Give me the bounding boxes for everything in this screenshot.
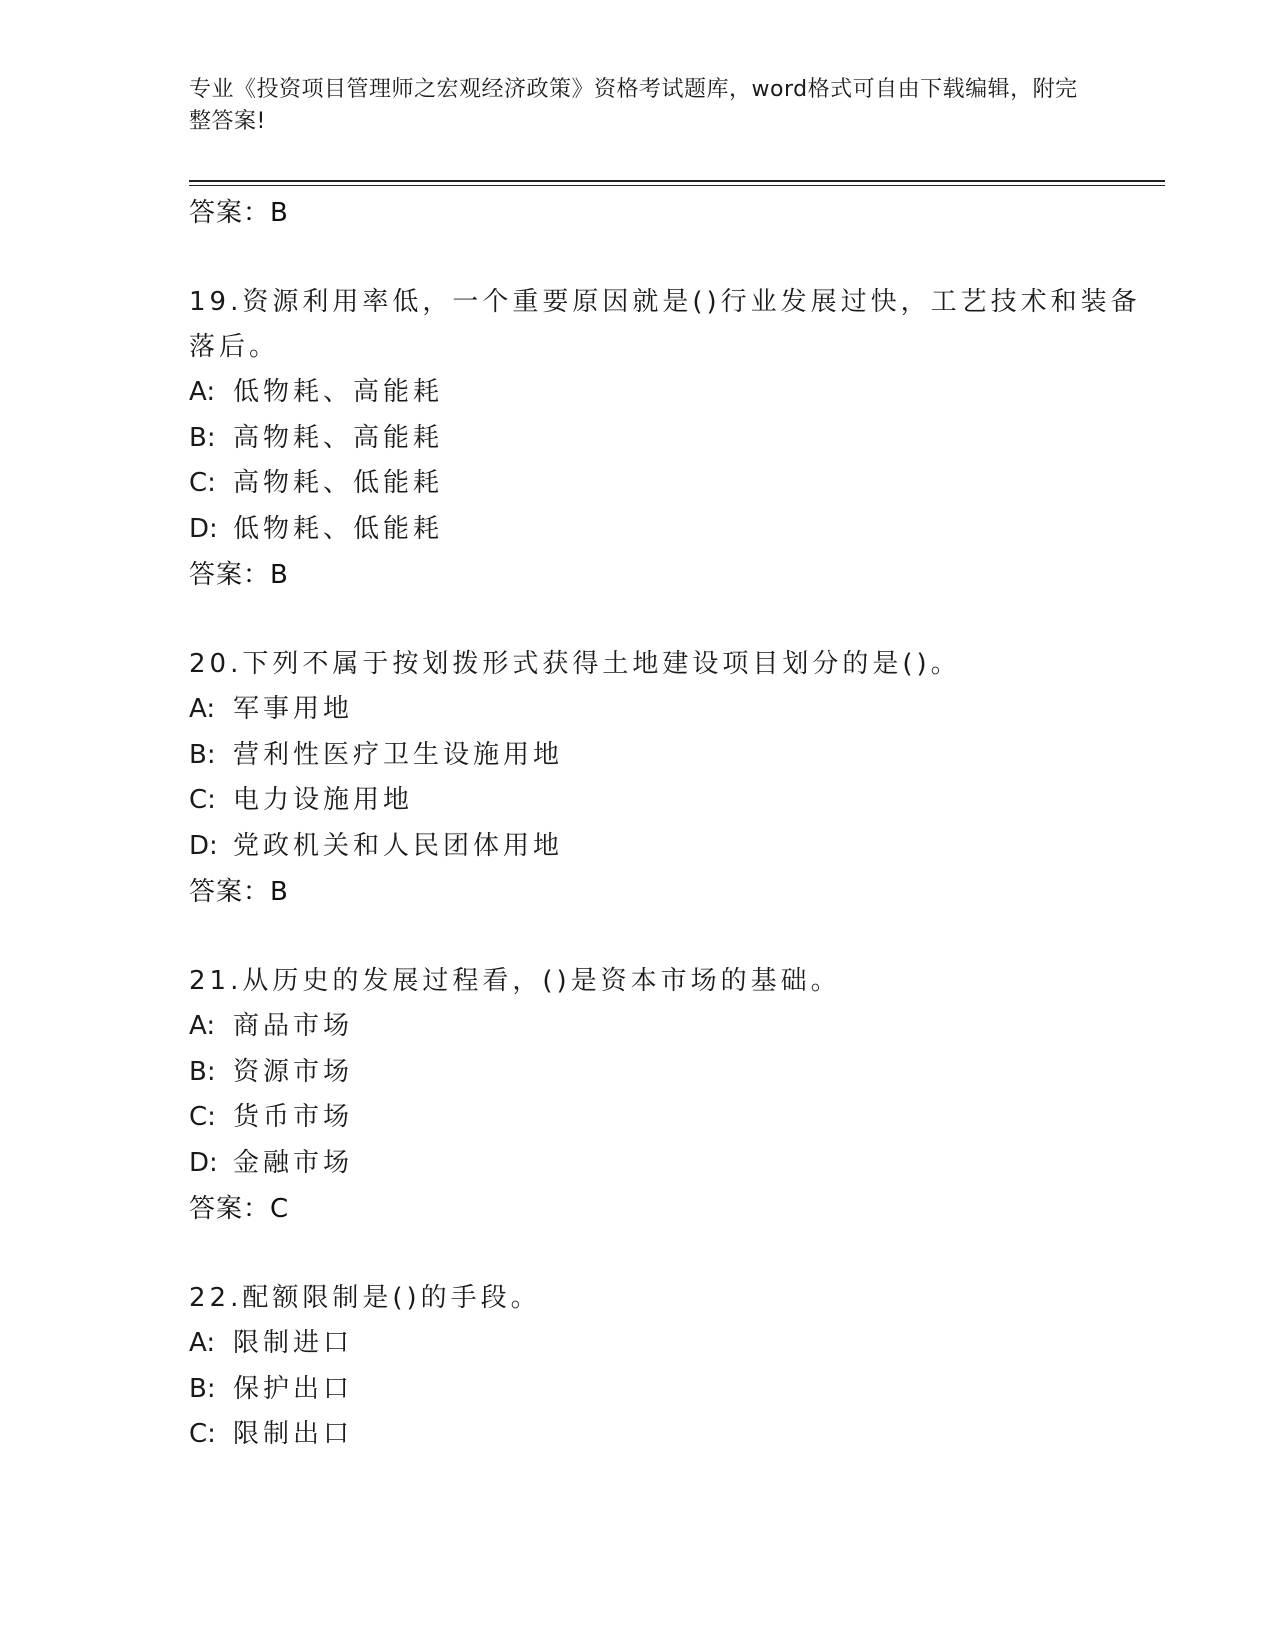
option-b: [189, 416, 1149, 462]
option-text: 保护出口: [233, 1373, 354, 1404]
option-b: [189, 733, 1149, 779]
option-text: 低物耗、高能耗: [233, 377, 444, 407]
question-stem: 19.资源利用率低，一个重要原因就是()行业发展过快，工艺技术和装备落后。: [189, 287, 1141, 362]
option-a: [189, 687, 1149, 733]
document-header: 专业《投资项目管理师之宏观经济政策》资格考试题库，word格式可自由下载编辑，附完整答案!: [189, 77, 1078, 134]
option-key: C:: [189, 468, 216, 498]
option-key: B:: [189, 1056, 216, 1087]
answer-label: 答案：C: [189, 1194, 290, 1224]
option-key: C:: [189, 785, 216, 815]
answer-label: 答案：B: [189, 877, 289, 907]
question-block: [189, 280, 1149, 598]
option-text: 低物耗、低能耗: [233, 513, 444, 544]
option-key: B:: [189, 1373, 216, 1404]
option-c: [189, 778, 1149, 824]
option-c: [189, 1095, 1149, 1141]
document-body: [189, 190, 1149, 1458]
option-text: 限制出口: [233, 1419, 354, 1449]
option-key: A:: [189, 1328, 216, 1358]
option-key: B:: [189, 422, 216, 453]
option-text: 军事用地: [233, 694, 354, 724]
option-text: 金融市场: [233, 1147, 354, 1178]
option-key: A:: [189, 1011, 216, 1041]
option-c: [189, 1412, 1149, 1458]
option-text: 电力设施用地: [233, 785, 414, 815]
option-key: C:: [189, 1419, 216, 1449]
option-c: [189, 461, 1149, 507]
question-block: [189, 959, 1149, 1232]
option-d: [189, 1141, 1149, 1187]
option-key: A:: [189, 694, 216, 724]
option-b: [189, 1050, 1149, 1096]
question-block: [189, 1276, 1149, 1458]
option-text: 资源市场: [233, 1056, 354, 1087]
option-key: C:: [189, 1102, 216, 1132]
option-text: 高物耗、高能耗: [233, 422, 444, 453]
option-a: [189, 370, 1149, 416]
option-a: [189, 1004, 1149, 1050]
option-text: 商品市场: [233, 1011, 354, 1041]
answer-label: 答案：B: [189, 560, 289, 590]
option-d: [189, 824, 1149, 870]
option-b: [189, 1367, 1149, 1413]
question-stem: 20.下列不属于按划拨形式获得土地建设项目划分的是()。: [189, 649, 961, 679]
option-text: 限制进口: [233, 1328, 354, 1358]
option-text: 货币市场: [233, 1102, 354, 1132]
option-d: [189, 507, 1149, 553]
question-stem: 22.配额限制是()的手段。: [189, 1283, 541, 1313]
option-key: A:: [189, 377, 216, 407]
header-divider-thin: [189, 185, 1165, 186]
question-stem: 21.从历史的发展过程看，()是资本市场的基础。: [189, 966, 841, 996]
option-key: D:: [189, 513, 218, 544]
option-text: 党政机关和人民团体用地: [233, 830, 564, 861]
option-key: B:: [189, 739, 216, 770]
question-block: [189, 642, 1149, 915]
header-divider-thick: [189, 180, 1165, 182]
option-key: D:: [189, 1147, 218, 1178]
option-a: [189, 1321, 1149, 1367]
option-text: 高物耗、低能耗: [233, 468, 444, 498]
option-key: D:: [189, 830, 218, 861]
option-text: 营利性医疗卫生设施用地: [233, 739, 564, 770]
answer-label: 答案：B: [189, 198, 289, 228]
